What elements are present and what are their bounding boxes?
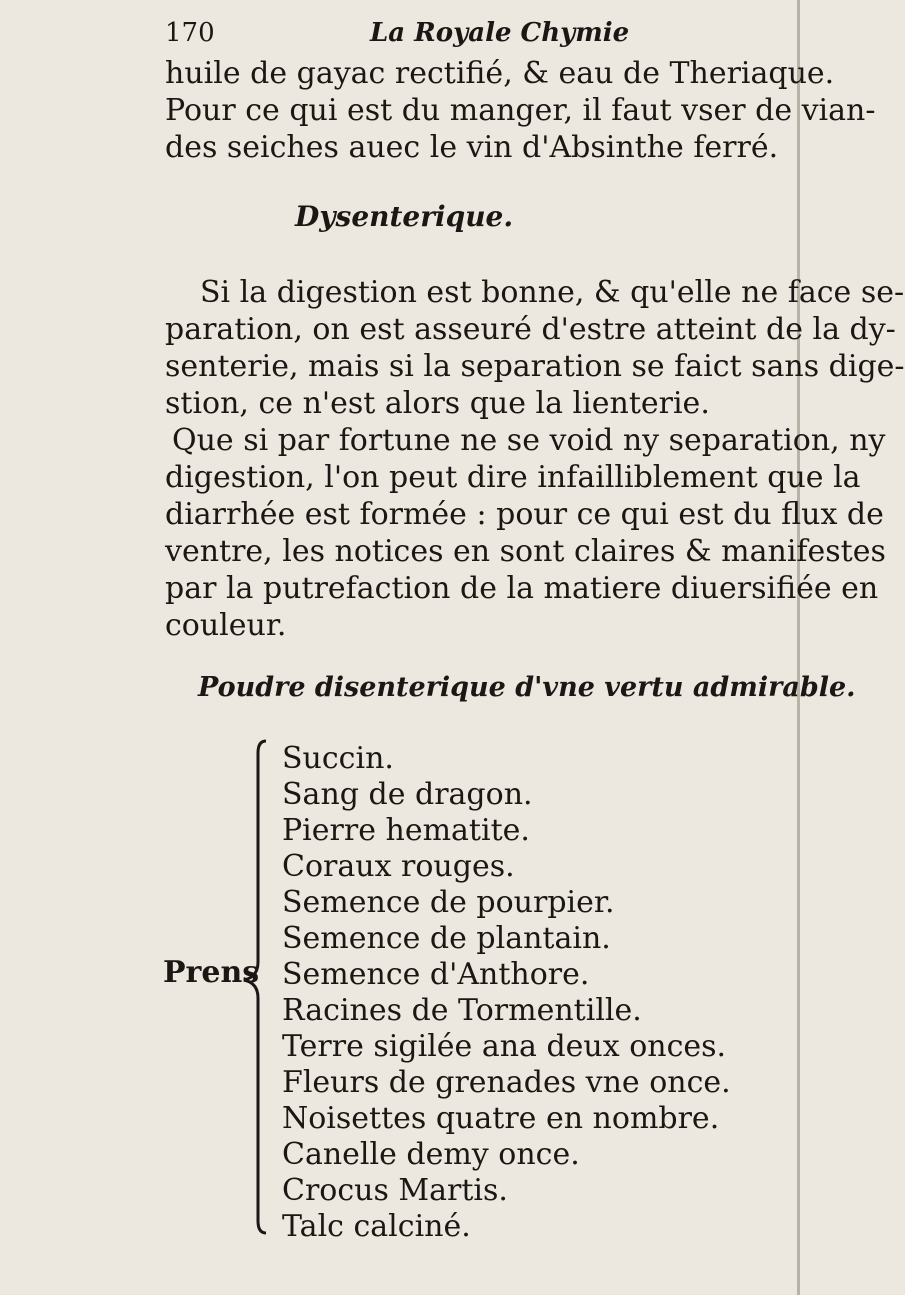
prens-label: Prens	[163, 955, 260, 990]
text-line: par la putrefaction de la matiere diuersifiée en	[165, 571, 879, 606]
curly-brace	[236, 737, 272, 1237]
ingredient-item: Racines de Tormentille.	[282, 993, 642, 1028]
ingredient-item: Crocus Martis.	[282, 1173, 508, 1208]
ingredient-item: Semence de plantain.	[282, 921, 611, 956]
ingredient-item: Terre sigilée ana deux onces.	[282, 1029, 727, 1064]
section-heading: Dysenterique.	[295, 200, 514, 233]
page-edge	[797, 0, 800, 1295]
text-line: senterie, mais si la separation se faict sans dige-	[165, 349, 905, 384]
text-line: Si la digestion est bonne, & qu'elle ne face se-	[200, 275, 905, 310]
ingredient-item: Semence d'Anthore.	[282, 957, 590, 992]
ingredient-item: Noisettes quatre en nombre.	[282, 1101, 720, 1136]
ingredient-item: Semence de pourpier.	[282, 885, 615, 920]
text-line: stion, ce n'est alors que la lienterie.	[165, 386, 710, 421]
ingredient-item: Sang de dragon.	[282, 777, 533, 812]
ingredient-item: Pierre hematite.	[282, 813, 530, 848]
recipe-heading: Poudre disenterique d'vne vertu admirable.	[198, 672, 856, 703]
text-line: couleur.	[165, 608, 287, 643]
text-line: des seiches auec le vin d'Absinthe ferré.	[165, 130, 779, 165]
ingredient-item: Coraux rouges.	[282, 849, 515, 884]
text-line: ventre, les notices en sont claires & manifestes	[165, 534, 886, 569]
text-line: digestion, l'on peut dire infailliblement que la	[165, 460, 861, 495]
text-line: Que si par fortune ne se void ny separation, ny	[172, 423, 886, 458]
ingredient-item: Canelle demy once.	[282, 1137, 580, 1172]
ingredient-item: Fleurs de grenades vne once.	[282, 1065, 731, 1100]
text-line: paration, on est asseuré d'estre atteint de la dy-	[165, 312, 896, 347]
ingredient-item: Talc calciné.	[282, 1209, 471, 1244]
text-line: huile de gayac rectifié, & eau de Theriaque.	[165, 56, 835, 91]
page-header	[165, 18, 635, 58]
text-line: diarrhée est formée : pour ce qui est du flux de	[165, 497, 884, 532]
text-line: Pour ce qui est du manger, il faut vser de vian-	[165, 93, 876, 128]
page-number: 170	[165, 18, 215, 48]
running-title: La Royale Chymie	[370, 18, 630, 48]
ingredient-item: Succin.	[282, 741, 394, 776]
